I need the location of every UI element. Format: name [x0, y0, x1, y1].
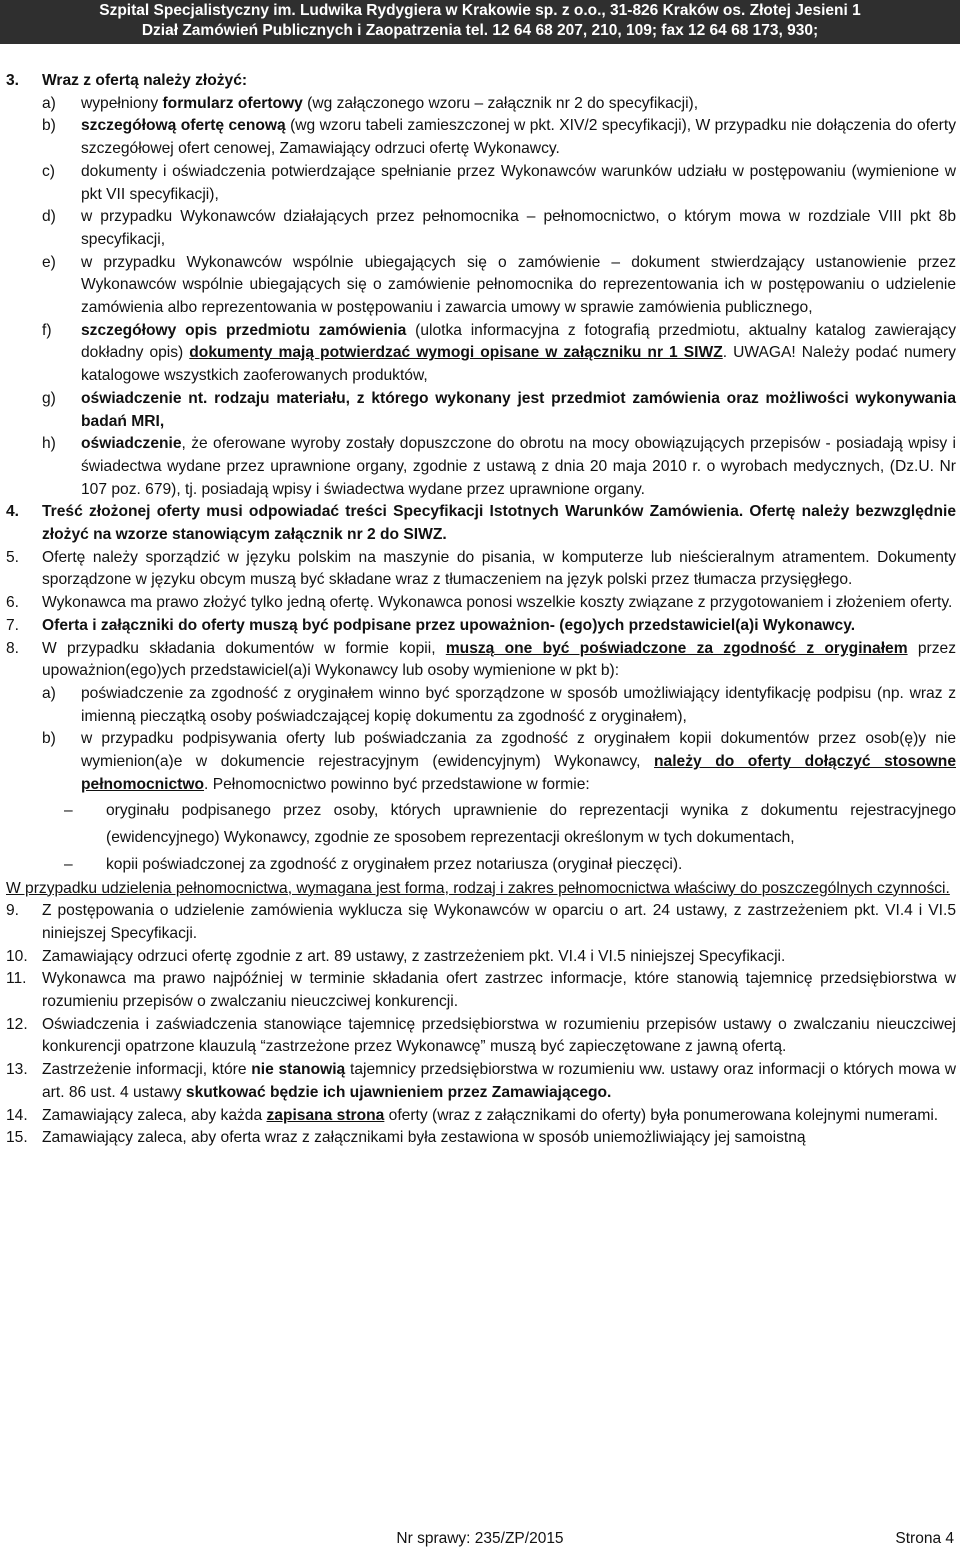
section-8-dash-item-1: – oryginału podpisanego przez osoby, których uprawnienie do reprezentacji wynika z dokumentu rejestracyjnego (ewidencyjnego) Wykonawcy, zgodnie ze sposobem reprezentacji określonym w tych dokumentach, — [64, 801, 956, 846]
section-3-item-g: g) oświadczenie nt. rodzaju materiału, z którego wykonany jest przedmiot zamówienia oraz możliwości wykonywania badań MRI, — [42, 389, 956, 430]
section-14: 14. Zamawiający zaleca, aby każda zapisana strona oferty (wraz z załącznikami do oferty) była ponumerowana kolejnymi numerami. — [6, 1106, 939, 1124]
header-line-2: Dział Zamówień Publicznych i Zaopatrzenia tel. 12 64 68 207, 210, 109; fax 12 64 68 173, 930; — [141, 22, 819, 39]
section-15: 15. Zamawiający zaleca, aby oferta wraz z załącznikami była zestawiona w sposób uniemożliwiający jej samoistną — [6, 1129, 806, 1147]
section-11: 11. Wykonawca ma prawo najpóźniej w terminie składania ofert zastrzec informacje, które stanowią tajemnicę przedsiębiorstwa w rozumieniu przepisów o zwalczaniu nieuczciwej konkurencji. — [6, 970, 956, 1011]
section-10: 10. Zamawiający odrzuci ofertę zgodnie z art. 89 ustawy, z zastrzeżeniem pkt. VI.4 i VI.5 niniejszej Specyfikacji. — [6, 947, 786, 965]
section-3-item-d: d) w przypadku Wykonawców działających przez pełnomocnika – pełnomocnictwo, o którym mowa w rozdziale VIII pkt 8b specyfikacji, — [42, 208, 956, 248]
section-3-item-a: a) wypełniony formularz ofertowy (wg załączonego wzoru – załącznik nr 2 do specyfikacji), — [42, 94, 699, 112]
section-4: 4. Treść złożonej oferty musi odpowiadać treści Specyfikacji Istotnych Warunków Zamówienia. Ofertę należy bezwzględnie złożyć na wzorze stanowiącym załącznik nr 2 do SIWZ. — [6, 503, 956, 544]
section-3-title: 3. Wraz z ofertą należy złożyć: — [6, 72, 248, 89]
section-13: 13. Zastrzeżenie informacji, które nie stanowią tajemnicy przedsiębiorstwa w rozumieniu ww. ustawy oraz informacji o których mowa w art. 86 ust. 4 ustawy skutkować będzie ich ujawnieniem przez Zamawiającego. — [6, 1061, 956, 1101]
section-3-item-e: e) w przypadku Wykonawców wspólnie ubiegających się o zamówienie – dokument stwierdzający ustanowienie przez Wykonawców wspólnie ubiegających się o zamówienie pełnomocnika do reprezentowania ich w postępowaniu o udzielenie zamówienia albo reprezentowania w postępowaniu i zawarcia umowy w sprawie zamówienia publicznego, — [42, 253, 956, 317]
section-8-item-a: a) poświadczenie za zgodność z oryginałem winno być sporządzone w sposób umożliwiający identyfikację podpisu (np. wraz z imienną pieczątką osoby poświadczającej kopię dokumentu za zgodność z oryginałem), — [42, 684, 956, 725]
page-number: Strona 4 — [895, 1530, 954, 1547]
section-3-item-c: c) dokumenty i oświadczenia potwierdzające spełnianie przez Wykonawców warunków udziału w postępowaniu (wymienione w pkt VII specyfikacji), — [42, 162, 956, 203]
section-8-item-b: b) w przypadku podpisywania oferty lub poświadczania za zgodność z oryginałem kopii dokumentów przez osob(ę)y nie wymienion(a)e w dokumencie rejestracyjnym (ewidencyjnym) Wykonawcy, należy do oferty dołączyć stosowne pełnomocnictwo. Pełnomocnictwo powinno być przedstawione w formie: — [42, 730, 956, 793]
section-3-item-f: f) szczegółowy opis przedmiotu zamówienia (ulotka informacyjna z fotografią przedmiotu, aktualny katalog zawierający dokładny opis) dokumenty mają potwierdzać wymogi opisane w załączniku nr 1 SIWZ. UWAGA! Należy podać numery katalogowe wszystkich zaoferowanych produktów, — [42, 321, 956, 385]
section-8-note: W przypadku udzielenia pełnomocnictwa, wymagana jest forma, rodzaj i zakres pełnomocnictwa właściwy do poszczególnych czynności. — [6, 879, 950, 897]
document-body — [6, 70, 956, 1150]
section-8-dash-item-2: – kopii poświadczonej za zgodność z oryginałem przez notariusza (oryginał pieczęci). — [64, 855, 683, 873]
section-9: 9. Z postępowania o udzielenie zamówienia wyklucza się Wykonawców w oparciu o art. 24 ustawy, z zastrzeżeniem pkt. VI.4 i VI.5 niniejszej Specyfikacji. — [6, 902, 956, 942]
case-number: Nr sprawy: 235/ZP/2015 — [396, 1530, 564, 1547]
section-6: 6. Wykonawca ma prawo złożyć tylko jedną ofertę. Wykonawca ponosi wszelkie koszty związane z przygotowaniem i złożeniem oferty. — [6, 594, 953, 612]
section-5: 5. Ofertę należy sporządzić w języku polskim na maszynie do pisania, w komputerze lub nieścieralnym atramentem. Dokumenty sporządzone w języku obcym muszą być składane wraz z tłumaczeniem na język polski przez tłumacza przysięgłego. — [6, 548, 956, 589]
section-7: 7. Oferta i załączniki do oferty muszą być podpisane przez upoważnion- (ego)ych przedstawiciel(a)i Wykonawcy. — [6, 616, 856, 634]
section-3-item-h: h) oświadczenie, że oferowane wyroby zostały dopuszczone do obrotu na mocy obowiązujących przepisów - posiadają wpisy i świadectwa wydane przez uprawnione organy, zgodnie z ustawą z dnia 20 maja 2010 r. o wyrobach medycznych, (Dz.U. Nr 107 poz. 679), tj. posiadają wpisy i świadectwa wydane przez uprawnione organy. — [42, 435, 956, 498]
page-footer — [0, 1527, 960, 1551]
section-8: 8. W przypadku składania dokumentów w formie kopii, muszą one być poświadczone za zgodność z oryginałem przez upoważnion(ego)ych przedstawiciel(a)i Wykonawcy lub osoby wymienione w pkt b): — [6, 639, 956, 680]
section-12: 12. Oświadczenia i zaświadczenia stanowiące tajemnicę przedsiębiorstwa w rozumieniu przepisów ustawy o zwalczaniu nieuczciwej konkurencji opatrzone klauzulą “zastrzeżone przez Wykonawcę” muszą być zapieczętowane z jawną ofertą. — [6, 1015, 956, 1056]
page-header — [0, 0, 960, 44]
header-line-1: Szpital Specjalistyczny im. Ludwika Rydygiera w Krakowie sp. z o.o., 31-826 Kraków os. Złotej Jesieni 1 — [99, 2, 861, 19]
section-3-item-b: b) szczegółową ofertę cenową (wg wzoru tabeli zamieszczonej w pkt. XIV/2 specyfikacji), W przypadku nie dołączenia do oferty szczegółowej ofert cenowej, Zamawiający odrzuci ofertę Wykonawcy. — [42, 117, 957, 158]
